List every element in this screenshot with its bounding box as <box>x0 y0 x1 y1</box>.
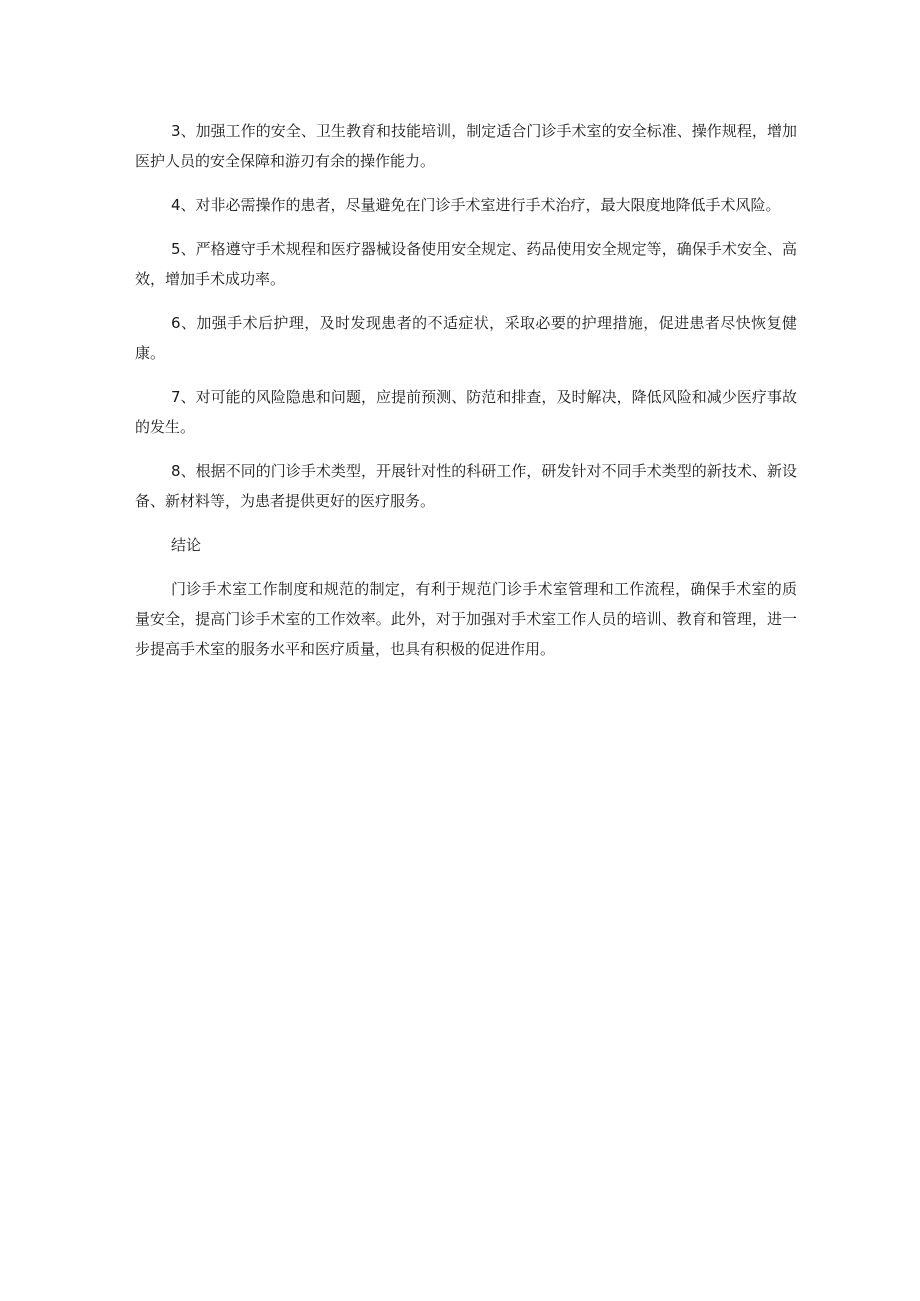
conclusion-heading: 结论 <box>171 536 202 554</box>
list-item-4: 4、对非必需操作的患者，尽量避免在门诊手术室进行手术治疗，最大限度地降低手术风险。 <box>171 196 781 214</box>
list-item-3: 3、加强工作的安全、卫生教育和技能培训，制定适合门诊手术室的安全标准、操作规程，增加医护人员的安全保障和游刃有余的操作能力。 <box>135 122 797 170</box>
list-item-5: 5、严格遵守手术规程和医疗器械设备使用安全规定、药品使用安全规定等，确保手术安全、高效，增加手术成功率。 <box>135 240 797 288</box>
document-body <box>135 116 797 678</box>
list-item-8: 8、根据不同的门诊手术类型，开展针对性的科研工作，研发针对不同手术类型的新技术、新设备、新材料等，为患者提供更好的医疗服务。 <box>135 462 797 510</box>
list-item-7: 7、对可能的风险隐患和问题，应提前预测、防范和排查，及时解决，降低风险和减少医疗事故的发生。 <box>135 388 797 436</box>
list-item-6: 6、加强手术后护理，及时发现患者的不适症状，采取必要的护理措施，促进患者尽快恢复健康。 <box>135 314 797 362</box>
conclusion-paragraph: 门诊手术室工作制度和规范的制定，有利于规范门诊手术室管理和工作流程，确保手术室的质量安全，提高门诊手术室的工作效率。此外，对于加强对手术室工作人员的培训、教育和管理，进一步提高手术室的服务水平和医疗质量，也具有积极的促进作用。 <box>135 580 797 658</box>
